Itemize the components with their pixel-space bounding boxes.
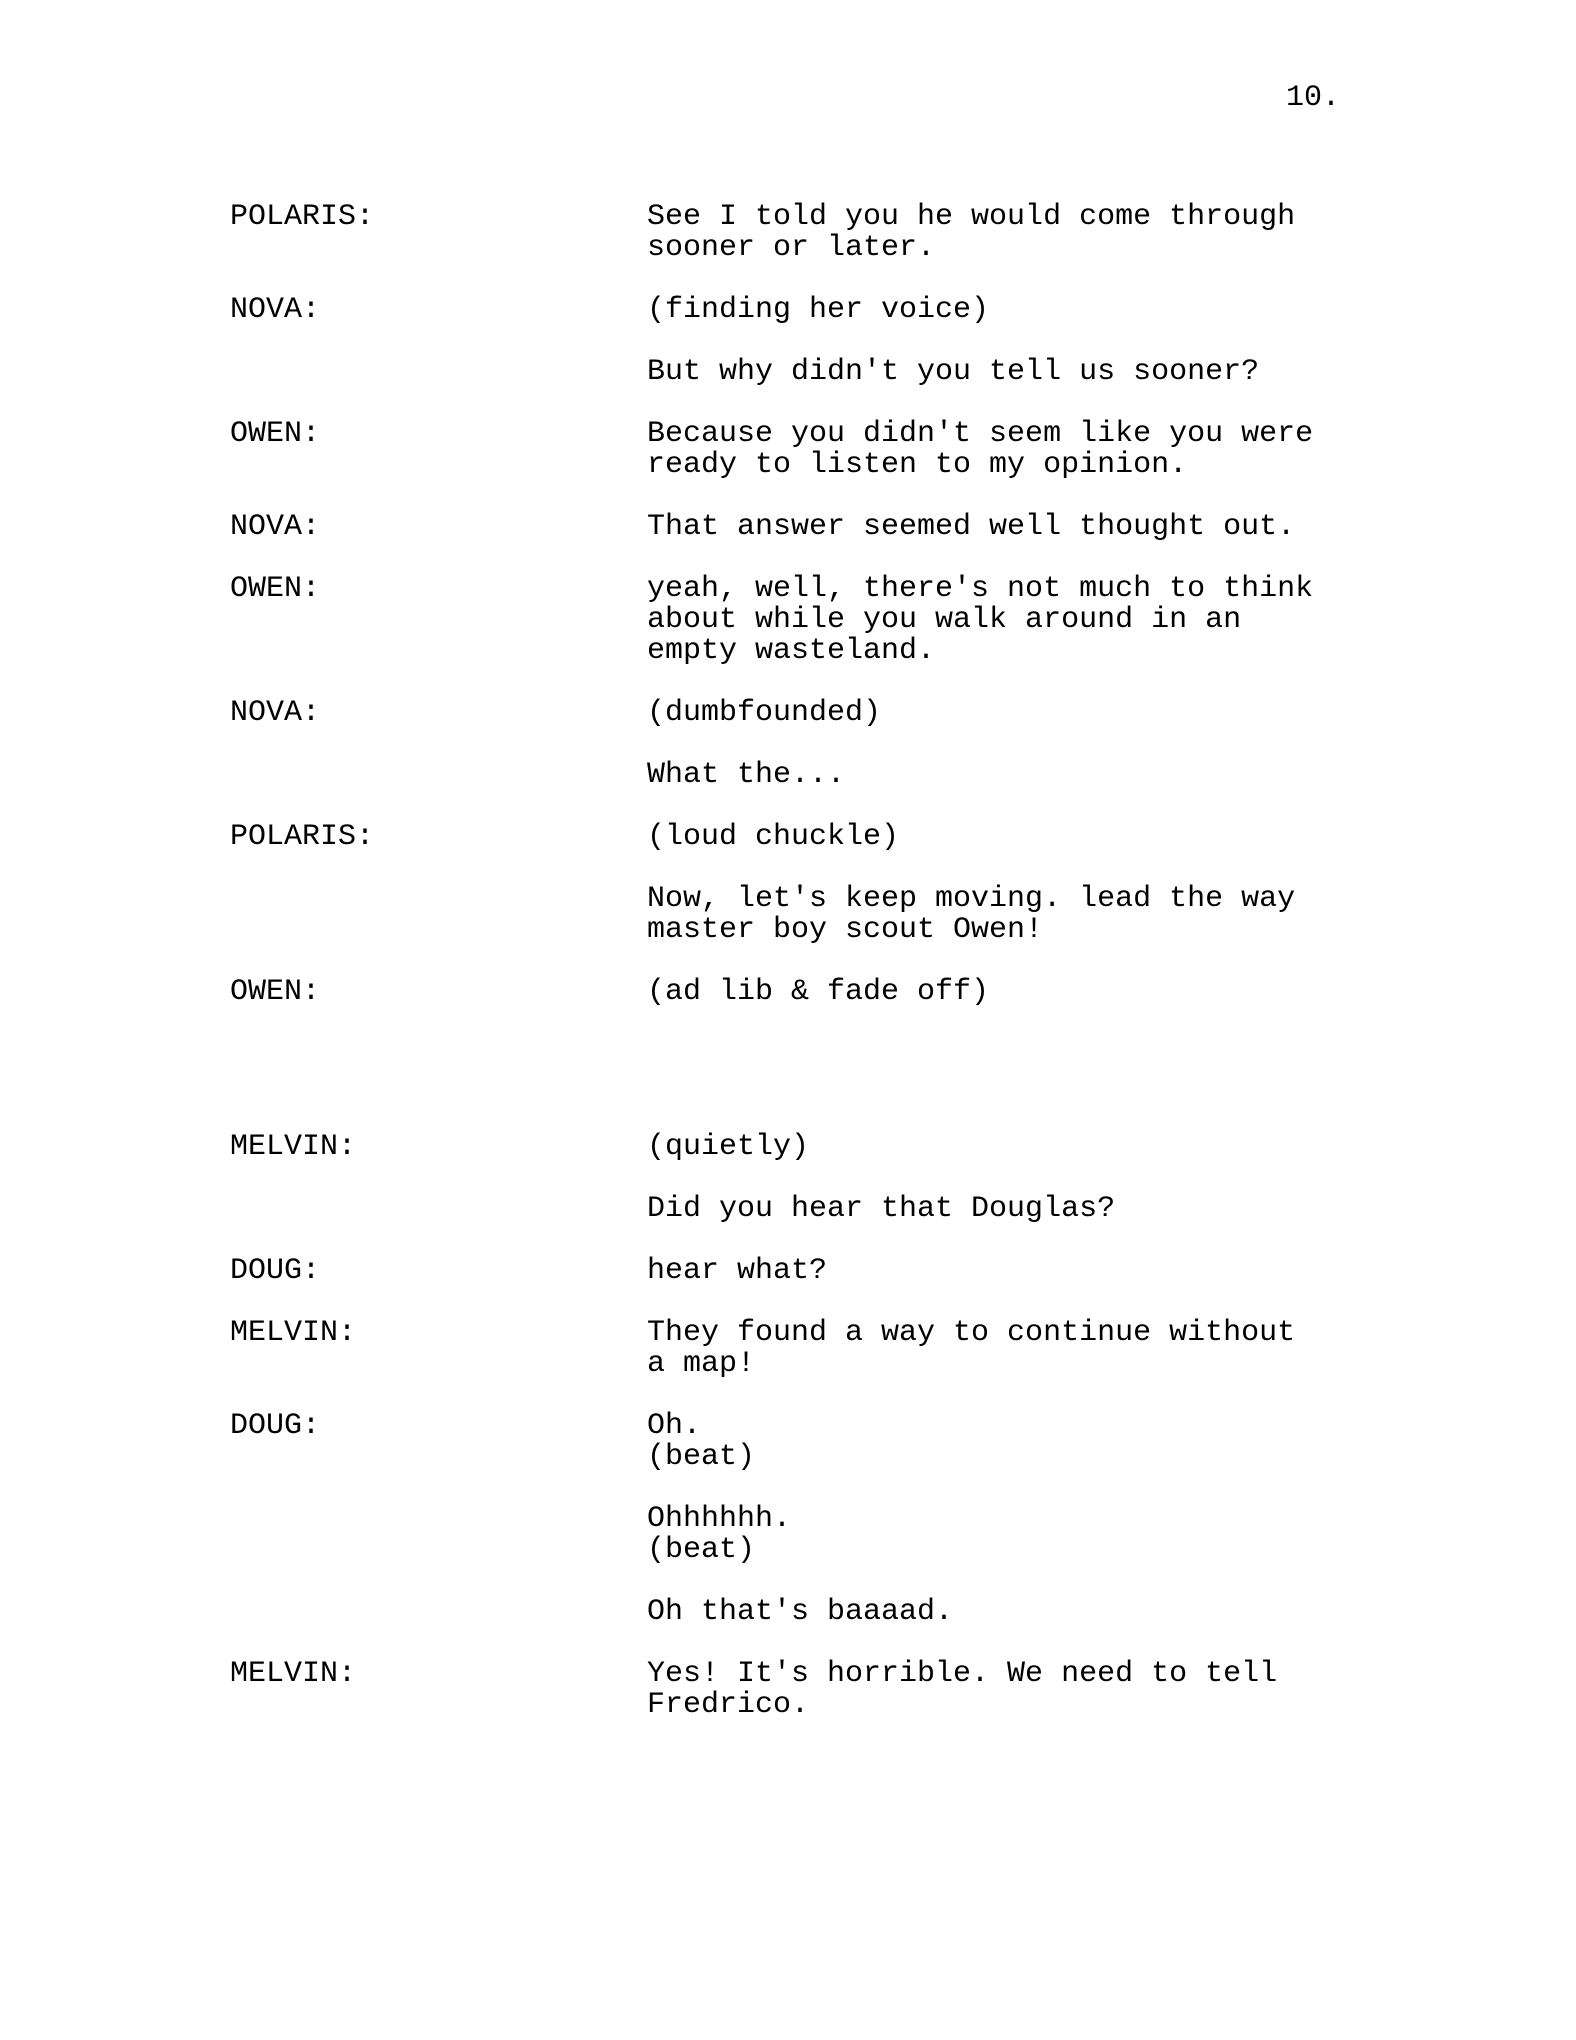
dialogue-block — [0, 1504, 1576, 1566]
dialogue-block — [0, 1194, 1576, 1225]
dialogue-block — [0, 357, 1576, 388]
dialogue-line: Yes! It's horrible. We need to tell — [647, 1657, 1278, 1691]
script-body — [0, 202, 1576, 1721]
dialogue-line: empty wasteland. — [647, 634, 936, 668]
character-name: MELVIN: — [230, 1316, 357, 1350]
dialogue-line: sooner or later. — [647, 231, 936, 265]
character-name: POLARIS: — [230, 820, 375, 854]
dialogue-block — [0, 1411, 1576, 1473]
dialogue-block — [0, 1318, 1576, 1380]
dialogue-line: (beat) — [647, 1533, 756, 1567]
dialogue-block — [0, 574, 1576, 667]
dialogue-line: (finding her voice) — [647, 293, 990, 327]
dialogue-block — [0, 512, 1576, 543]
dialogue-line: Ohhhhhh. — [647, 1502, 792, 1536]
character-name: OWEN: — [230, 572, 321, 606]
character-name: NOVA: — [230, 293, 321, 327]
dialogue-line: (loud chuckle) — [647, 820, 900, 854]
dialogue-line: about while you walk around in an — [647, 603, 1242, 637]
dialogue-block — [0, 1132, 1576, 1163]
dialogue-line: yeah, well, there's not much to think — [647, 572, 1314, 606]
dialogue-block — [0, 822, 1576, 853]
dialogue-line: Oh that's baaaad. — [647, 1595, 954, 1629]
dialogue-line: (beat) — [647, 1440, 756, 1474]
dialogue-block — [0, 295, 1576, 326]
dialogue-block — [0, 760, 1576, 791]
dialogue-line: Fredrico. — [647, 1688, 810, 1722]
character-name: NOVA: — [230, 510, 321, 544]
dialogue-block — [0, 419, 1576, 481]
dialogue-line: What the... — [647, 758, 846, 792]
dialogue-line: Did you hear that Douglas? — [647, 1192, 1116, 1226]
dialogue-line: See I told you he would come through — [647, 200, 1296, 234]
dialogue-block — [0, 884, 1576, 946]
dialogue-block — [0, 1256, 1576, 1287]
dialogue-line: ready to listen to my opinion. — [647, 448, 1188, 482]
dialogue-line: (dumbfounded) — [647, 696, 882, 730]
dialogue-line: Now, let's keep moving. lead the way — [647, 882, 1296, 916]
dialogue-block — [0, 977, 1576, 1008]
dialogue-line: They found a way to continue without — [647, 1316, 1296, 1350]
character-name: OWEN: — [230, 975, 321, 1009]
dialogue-line: Because you didn't seem like you were — [647, 417, 1314, 451]
dialogue-block — [0, 1659, 1576, 1721]
dialogue-line: But why didn't you tell us sooner? — [647, 355, 1260, 389]
dialogue-line: hear what? — [647, 1254, 828, 1288]
dialogue-line: (quietly) — [647, 1130, 810, 1164]
dialogue-line: Oh. — [647, 1409, 702, 1443]
dialogue-line: That answer seemed well thought out. — [647, 510, 1296, 544]
character-name: NOVA: — [230, 696, 321, 730]
dialogue-block — [0, 202, 1576, 264]
character-name: DOUG: — [230, 1409, 321, 1443]
character-name: DOUG: — [230, 1254, 321, 1288]
character-name: MELVIN: — [230, 1657, 357, 1691]
dialogue-line: master boy scout Owen! — [647, 913, 1044, 947]
dialogue-block — [0, 1597, 1576, 1628]
character-name: OWEN: — [230, 417, 321, 451]
dialogue-line: a map! — [647, 1347, 756, 1381]
character-name: MELVIN: — [230, 1130, 357, 1164]
character-name: POLARIS: — [230, 200, 375, 234]
dialogue-line: (ad lib & fade off) — [647, 975, 990, 1009]
page-number: 10. — [1286, 81, 1341, 115]
dialogue-block — [0, 698, 1576, 729]
